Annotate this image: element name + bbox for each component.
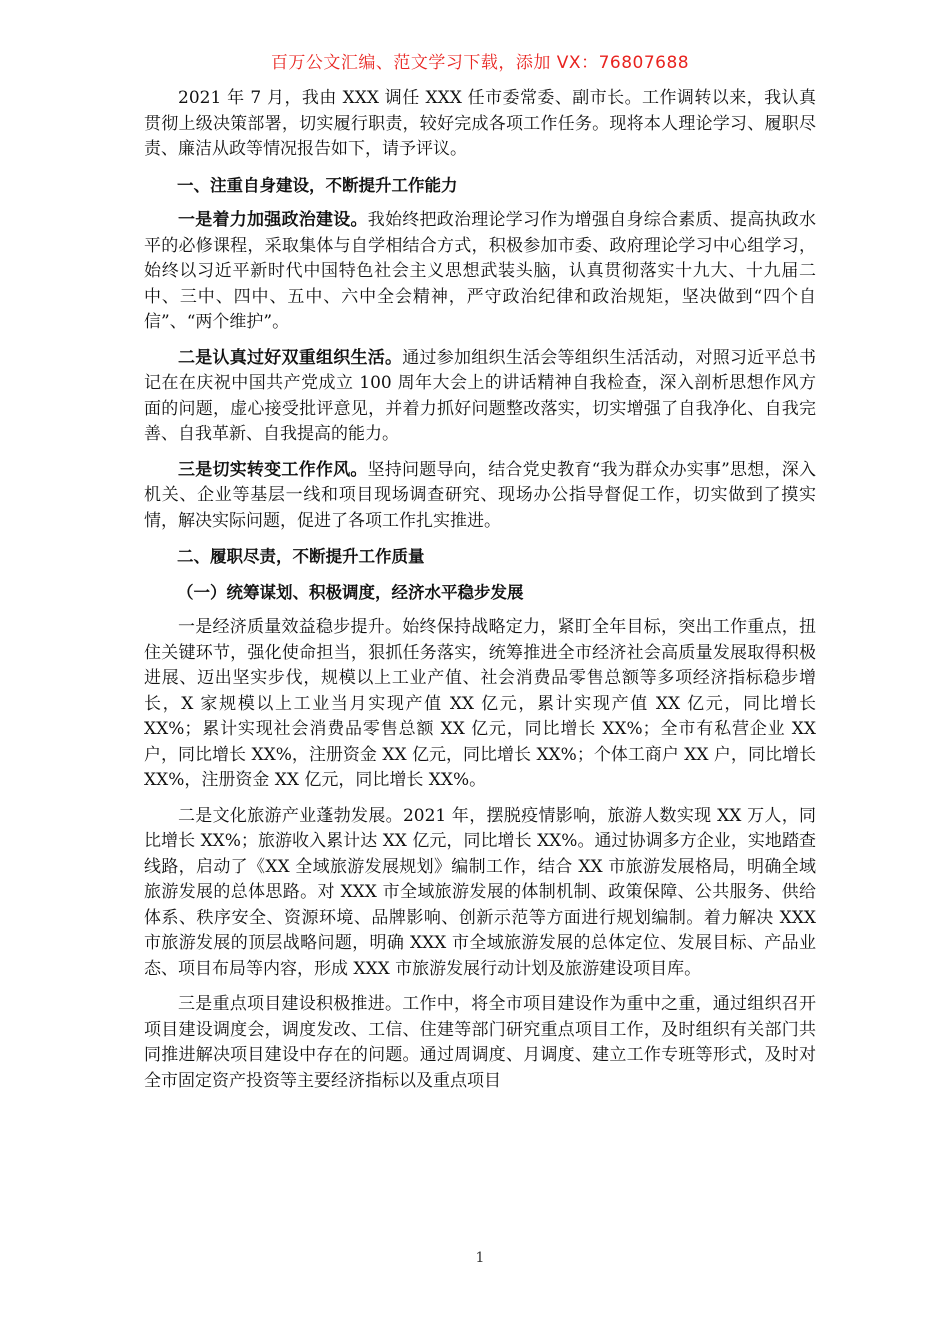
watermark-banner: 百万公文汇编、范文学习下载，添加 VX：76807688 [270,53,690,73]
paragraph-lead: 二是认真过好双重组织生活。 [178,347,403,368]
section-heading-2: 二、履职尽责，不断提升工作质量 [177,547,425,566]
paragraph-lead: 一是着力加强政治建设。 [178,210,368,230]
paragraph-lead: 三是切实转变工作作风。 [178,459,368,480]
paragraph-text: 坚持问题导向，结合党史教育“我为群众办实事”思想，深入机关、企业等基层一线和项目现场调查研究、现场办公指导督促工作，切实做到了摸实情，解决实际问题，促进了各项工作扎实推进。 [144,459,816,531]
intro-paragraph: 2021 年 7 月，我由 XXX 调任 XXX 任市委常委、副市长。工作调转以来，我认真贯彻上级决策部署，切实履行职责，较好完成各项工作任务。现将本人理论学习、履职尽责、廉洁从政等情况报告如下，请予评议。 [144,88,816,159]
page-number: 1 [475,1250,485,1266]
paragraph-culture-tourism: 二是文化旅游产业蓬勃发展。2021 年，摆脱疫情影响，旅游人数实现 XX 万人，同比增长 XX%；旅游收入累计达 XX 亿元，同比增长 XX%。通过协调多方企业，实地踏查线路，启动了《XX 全域旅游发展规划》编制工作，结合 XX 市旅游发展格局，明确全域旅游发展的总体思路。对 XXX 市全域旅游发展的体制机制、政策保障、公共服务、供给体系、秩序安全、资源环境、品牌影响、创新示范等方面进行规划编制。着力解决 XXX 市旅游发展的顶层战略问题，明确 XXX 市全域旅游发展的总体定位、发展目标、产品业态、项目布局等内容，形成 XXX 市旅游发展行动计划及旅游建设项目库。 [144,805,816,979]
subsection-heading-1: （一）统筹谋划、积极调度，经济水平稳步发展 [177,582,524,602]
paragraph-political-building [144,208,816,336]
paragraph-key-projects: 三是重点项目建设积极推进。工作中，将全市项目建设作为重中之重，通过组织召开项目建设调度会，调度发改、工信、住建等部门研究重点项目工作，及时组织有关部门共同推进解决项目建设中存在的问题。通过周调度、月调度、建立工作专班等形式，及时对全市固定资产投资等主要经济指标以及重点项目 [144,994,816,1091]
paragraph-economic-quality: 一是经济质量效益稳步提升。始终保持战略定力，紧盯全年目标，突出工作重点，扭住关键环节，强化使命担当，狠抓任务落实，统筹推进全市经济社会高质量发展取得积极进展、迈出坚实步伐，规模以上工业产值、社会消费品零售总额等多项经济指标稳步增长，X 家规模以上工业当月实现产值 XX 亿元，累计实现产值 XX 亿元，同比增长 XX%；累计实现社会消费品零售总额 XX 亿元，同比增长 XX%；全市有私营企业 XX 户，同比增长 XX%，注册资金 XX 亿元，同比增长 XX%；个体工商户 XX 户，同比增长 XX%，注册资金 XX 亿元，同比增长 XX%。 [144,617,816,790]
paragraph-text: 通过参加组织生活会等组织生活活动，对照习近平总书记在在庆祝中国共产党成立 100 周年大会上的讲话精神自我检查，深入剖析思想作风方面的问题，虚心接受批评意见，并着力抓好问题整改落实，切实增强了自我净化、自我完善、自我革新、自我提高的能力。 [144,347,816,444]
paragraph-work-style [144,458,816,535]
section-heading-1: 一、注重自身建设，不断提升工作能力 [177,175,458,195]
paragraph-organizational-life [144,346,816,448]
document-body [144,86,816,1104]
paragraph-text: 我始终把政治理论学习作为增强自身综合素质、提高执政水平的必修课程，采取集体与自学相结合方式，积极参加市委、政府理论学习中心组学习，始终以习近平新时代中国特色社会主义思想武装头脑，认真贯彻落实十九大、十九届二中、三中、四中、五中、六中全会精神，严守政治纪律和政治规矩，坚决做到“四个自信”、“两个维护”。 [144,210,816,332]
